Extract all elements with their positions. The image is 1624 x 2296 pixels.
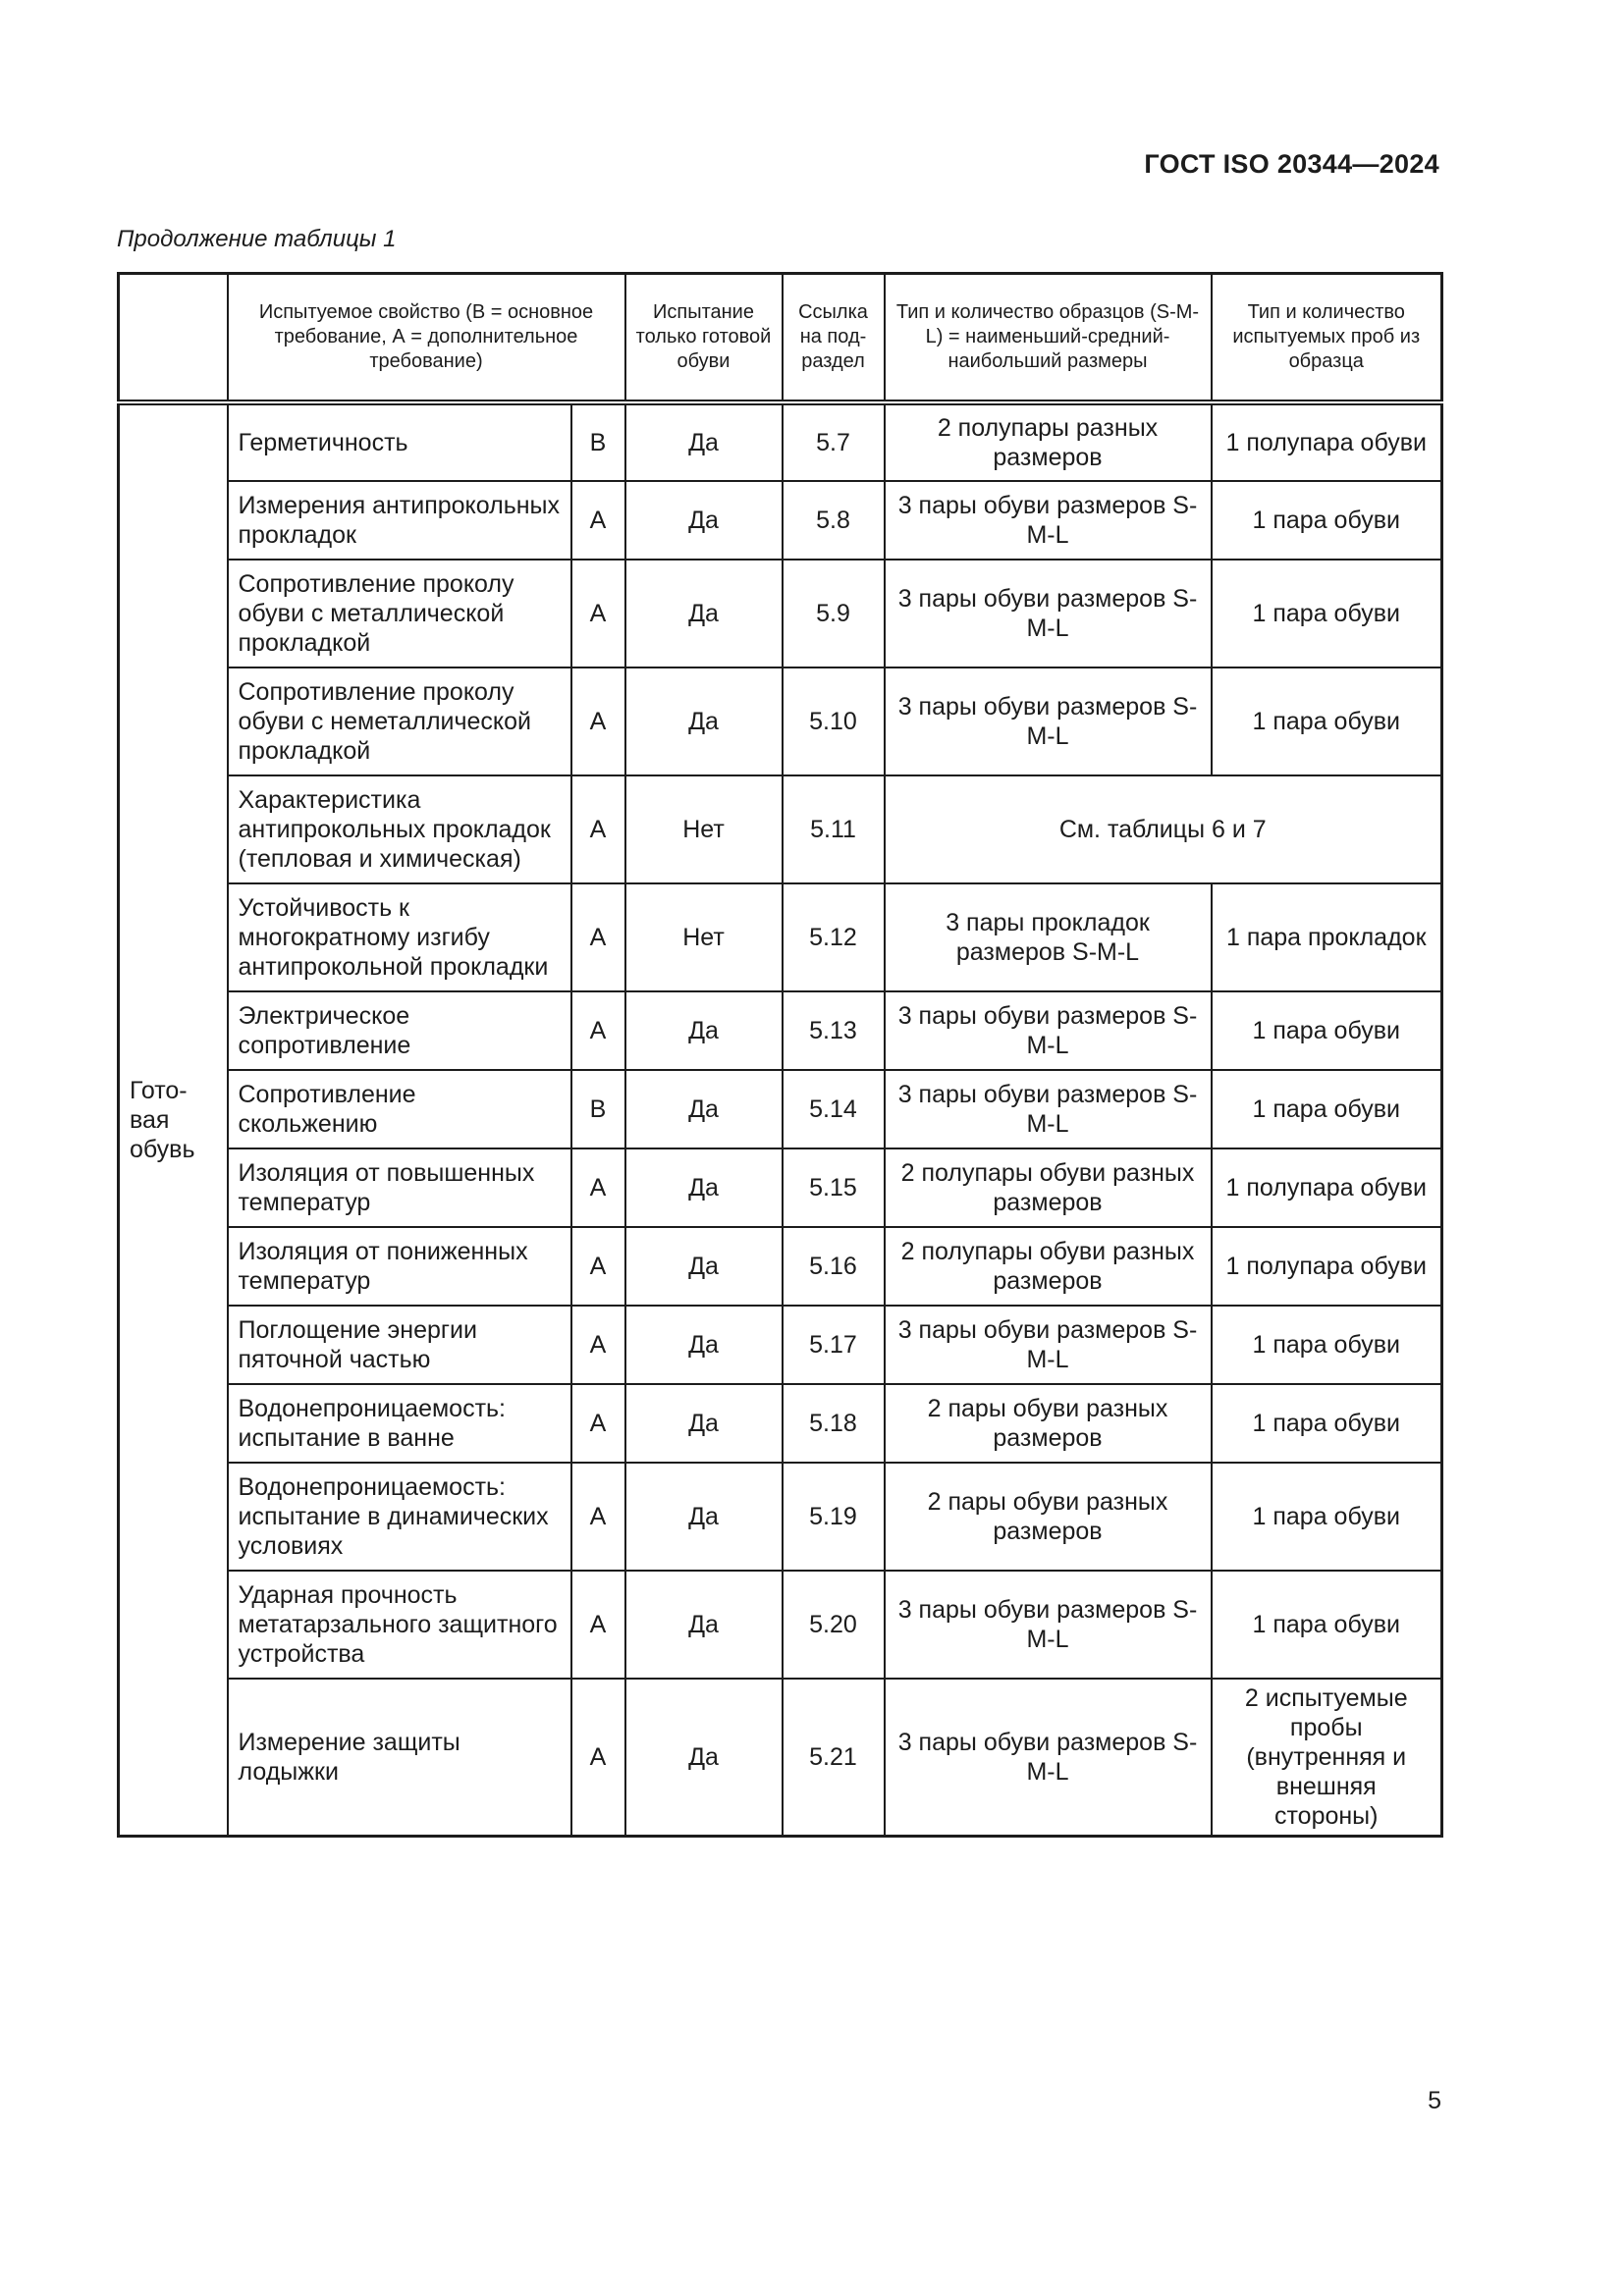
samples-cell: 2 полупары обуви разных размеров (885, 1227, 1212, 1306)
property-cell: Водонепроницаемость: испытание в ванне (228, 1384, 571, 1463)
samples-cell: 3 пары прокладок размеров S-M-L (885, 883, 1212, 991)
table-row (119, 991, 1442, 1070)
samples-cell: 3 пары обуви размеров S-M-L (885, 481, 1212, 560)
group-label: Гото- вая обувь (119, 402, 228, 1837)
table-row (119, 883, 1442, 991)
specimens-cell: 1 пара обуви (1212, 667, 1442, 775)
specimens-cell: 1 полупара обуви (1212, 1227, 1442, 1306)
reference-cell: 5.15 (783, 1148, 885, 1227)
finished-only-cell: Да (625, 1306, 783, 1384)
document-id: ГОСТ ISO 20344—2024 (1144, 149, 1439, 179)
property-cell: Измерения антипрокольных прокладок (228, 481, 571, 560)
finished-only-cell: Нет (625, 775, 783, 883)
samples-merged-cell: См. таблицы 6 и 7 (885, 775, 1442, 883)
property-cell: Измерение защиты лодыжки (228, 1679, 571, 1837)
samples-cell: 3 пары обуви размеров S-M-L (885, 1571, 1212, 1679)
requirements-table (117, 272, 1443, 1838)
requirement-type-cell: А (571, 775, 625, 883)
specimens-cell: 1 пара обуви (1212, 1384, 1442, 1463)
reference-cell: 5.19 (783, 1463, 885, 1571)
specimens-cell: 1 пара прокладок (1212, 883, 1442, 991)
requirement-type-cell: А (571, 1571, 625, 1679)
specimens-cell: 1 пара обуви (1212, 1571, 1442, 1679)
header-group (119, 274, 228, 403)
table-row (119, 1463, 1442, 1571)
samples-cell: 2 полупары разных размеров (885, 402, 1212, 481)
specimens-cell: 1 пара обуви (1212, 991, 1442, 1070)
reference-cell: 5.21 (783, 1679, 885, 1837)
specimens-cell: 1 пара обуви (1212, 1306, 1442, 1384)
reference-cell: 5.16 (783, 1227, 885, 1306)
property-cell: Поглощение энергии пяточной частью (228, 1306, 571, 1384)
finished-only-cell: Да (625, 667, 783, 775)
header-property: Испытуемое свойство (В = основное требование, А = дополнительное требование) (228, 274, 625, 403)
specimens-cell: 1 полупара обуви (1212, 402, 1442, 481)
header-specimens: Тип и количество испытуемых проб из образца (1212, 274, 1442, 403)
specimens-cell: 2 испытуемые пробы (внутренняя и внешняя стороны) (1212, 1679, 1442, 1837)
finished-only-cell: Да (625, 1463, 783, 1571)
table-row (119, 1306, 1442, 1384)
finished-only-cell: Да (625, 1571, 783, 1679)
header-samples: Тип и количество образцов (S-M-L) = наименьший-средний-наибольший размеры (885, 274, 1212, 403)
finished-only-cell: Нет (625, 883, 783, 991)
finished-only-cell: Да (625, 1148, 783, 1227)
finished-only-cell: Да (625, 1384, 783, 1463)
finished-only-cell: Да (625, 481, 783, 560)
table-row (119, 1148, 1442, 1227)
requirement-type-cell: А (571, 1148, 625, 1227)
property-cell: Изоляция от повышенных температур (228, 1148, 571, 1227)
property-cell: Водонепроницаемость: испытание в динамических условиях (228, 1463, 571, 1571)
requirement-type-cell: А (571, 1384, 625, 1463)
samples-cell: 2 пары обуви разных размеров (885, 1463, 1212, 1571)
finished-only-cell: Да (625, 1070, 783, 1148)
requirement-type-cell: В (571, 402, 625, 481)
property-cell: Характеристика антипрокольных прокладок (тепловая и химическая) (228, 775, 571, 883)
specimens-cell: 1 пара обуви (1212, 560, 1442, 667)
table-header-row (119, 274, 1442, 403)
reference-cell: 5.8 (783, 481, 885, 560)
specimens-cell: 1 пара обуви (1212, 481, 1442, 560)
property-cell: Сопротивление проколу обуви с неметаллической прокладкой (228, 667, 571, 775)
table-row (119, 1070, 1442, 1148)
reference-cell: 5.9 (783, 560, 885, 667)
table-row (119, 1679, 1442, 1837)
property-cell: Электрическое сопротивление (228, 991, 571, 1070)
property-cell: Сопротивление проколу обуви с металлической прокладкой (228, 560, 571, 667)
requirement-type-cell: В (571, 1070, 625, 1148)
samples-cell: 2 полупары обуви разных размеров (885, 1148, 1212, 1227)
page-number: 5 (1428, 2087, 1441, 2114)
reference-cell: 5.10 (783, 667, 885, 775)
property-cell: Ударная прочность метатарзального защитного устройства (228, 1571, 571, 1679)
requirement-type-cell: А (571, 1463, 625, 1571)
table-row (119, 560, 1442, 667)
header-finished-only: Испытание только готовой обуви (625, 274, 783, 403)
reference-cell: 5.12 (783, 883, 885, 991)
reference-cell: 5.11 (783, 775, 885, 883)
requirement-type-cell: А (571, 667, 625, 775)
finished-only-cell: Да (625, 1679, 783, 1837)
requirement-type-cell: А (571, 560, 625, 667)
samples-cell: 3 пары обуви размеров S-M-L (885, 991, 1212, 1070)
table-row (119, 775, 1442, 883)
requirement-type-cell: А (571, 1227, 625, 1306)
samples-cell: 3 пары обуви размеров S-M-L (885, 1306, 1212, 1384)
samples-cell: 3 пары обуви размеров S-M-L (885, 1679, 1212, 1837)
requirement-type-cell: А (571, 1679, 625, 1837)
property-cell: Устойчивость к многократному изгибу антипрокольной прокладки (228, 883, 571, 991)
property-cell: Сопротивление скольжению (228, 1070, 571, 1148)
specimens-cell: 1 пара обуви (1212, 1070, 1442, 1148)
finished-only-cell: Да (625, 402, 783, 481)
property-cell: Герметичность (228, 402, 571, 481)
samples-cell: 3 пары обуви размеров S-M-L (885, 667, 1212, 775)
table-row (119, 481, 1442, 560)
table-row (119, 1571, 1442, 1679)
finished-only-cell: Да (625, 560, 783, 667)
requirement-type-cell: А (571, 991, 625, 1070)
requirement-type-cell: А (571, 1306, 625, 1384)
reference-cell: 5.13 (783, 991, 885, 1070)
requirement-type-cell: А (571, 481, 625, 560)
reference-cell: 5.17 (783, 1306, 885, 1384)
specimens-cell: 1 полупара обуви (1212, 1148, 1442, 1227)
specimens-cell: 1 пара обуви (1212, 1463, 1442, 1571)
samples-cell: 3 пары обуви размеров S-M-L (885, 560, 1212, 667)
reference-cell: 5.7 (783, 402, 885, 481)
reference-cell: 5.20 (783, 1571, 885, 1679)
finished-only-cell: Да (625, 991, 783, 1070)
table-caption: Продолжение таблицы 1 (117, 226, 397, 252)
property-cell: Изоляция от пониженных температур (228, 1227, 571, 1306)
samples-cell: 3 пары обуви размеров S-M-L (885, 1070, 1212, 1148)
reference-cell: 5.18 (783, 1384, 885, 1463)
table-row (119, 1384, 1442, 1463)
header-reference: Ссылка на под-раздел (783, 274, 885, 403)
samples-cell: 2 пары обуви разных размеров (885, 1384, 1212, 1463)
requirement-type-cell: А (571, 883, 625, 991)
finished-only-cell: Да (625, 1227, 783, 1306)
table-row (119, 402, 1442, 481)
reference-cell: 5.14 (783, 1070, 885, 1148)
table-row (119, 667, 1442, 775)
table-row (119, 1227, 1442, 1306)
